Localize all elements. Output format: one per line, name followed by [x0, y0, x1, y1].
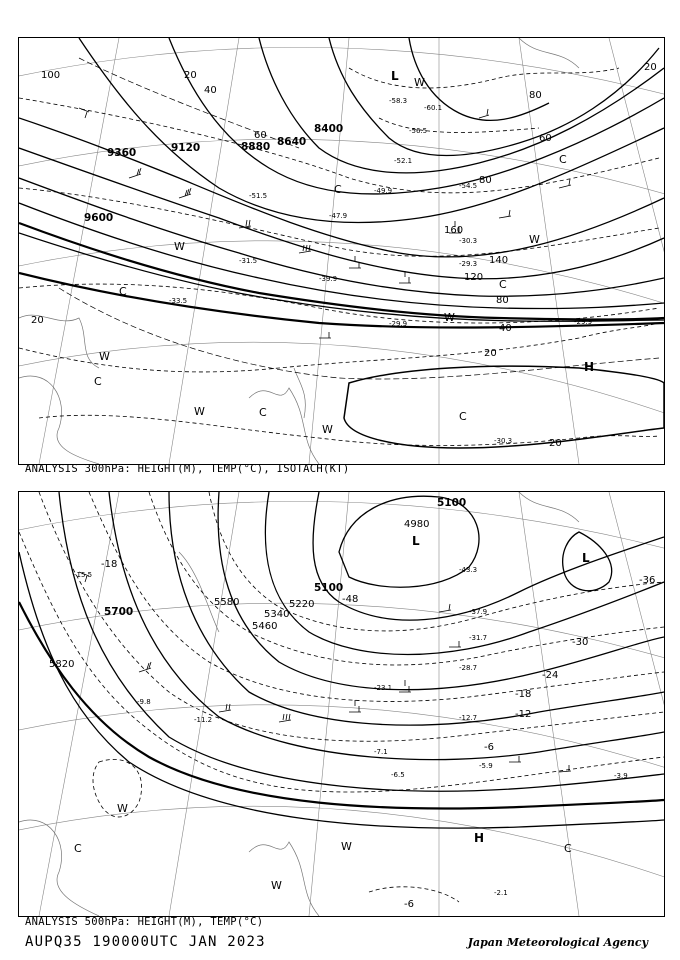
station-value: -12.7	[459, 714, 478, 722]
temp-label: -30.3	[459, 237, 478, 245]
temp-label: -30	[572, 637, 589, 648]
warm-mark: W	[174, 240, 185, 253]
temp-label: -58.3	[389, 97, 408, 105]
station-value: -5.9	[479, 762, 493, 770]
station-value: -7.1	[374, 748, 388, 756]
temp-label: -6	[484, 742, 494, 753]
temp-label: -51.5	[249, 192, 268, 200]
high-pressure-contour	[344, 366, 664, 448]
agency-name: Japan Meteorological Agency	[467, 936, 648, 949]
station-value: -31.7	[469, 634, 488, 642]
caption-500hpa: ANALYSIS 500hPa: HEIGHT(M), TEMP(°C)	[25, 916, 264, 928]
warm-mark: W	[341, 840, 352, 853]
high-center-symbol: H	[474, 831, 485, 845]
isotach-label: 160	[444, 225, 464, 236]
height-label-9360: 9360	[107, 147, 137, 159]
temp-label: -29.9	[389, 320, 408, 328]
isotach-label: 140	[489, 255, 509, 266]
height-label-5340: 5340	[264, 609, 290, 620]
temp-label: -18	[101, 559, 118, 570]
warm-mark: W	[99, 350, 110, 363]
temp-label: -49.9	[374, 187, 393, 195]
isotachs	[59, 58, 659, 379]
height-label-5580: 5580	[214, 597, 240, 608]
isotach-label: 120	[464, 272, 484, 283]
warm-mark: W	[194, 405, 205, 418]
cold-mark: C	[334, 183, 342, 196]
temp-label: -12	[515, 709, 532, 720]
cold-mark: C	[499, 278, 507, 291]
warm-mark: W	[322, 423, 333, 436]
graticule	[19, 38, 664, 464]
temp-label: -36	[639, 575, 656, 586]
isotach-label: 80	[529, 90, 542, 101]
isotach-label: 20	[184, 70, 197, 81]
height-label-8640: 8640	[277, 136, 307, 148]
cold-mark: C	[94, 375, 102, 388]
warm-mark: W	[414, 76, 425, 89]
warm-mark: W	[529, 233, 540, 246]
station-value: -28.7	[459, 664, 478, 672]
cold-mark: C	[564, 842, 572, 855]
temp-label: -33.5	[169, 297, 188, 305]
height-label-9120: 9120	[171, 142, 201, 154]
temp-label: -60.1	[424, 104, 443, 112]
high-center-symbol: H	[584, 360, 595, 374]
temp-label: -6	[404, 899, 414, 910]
isotach-label: 80	[479, 175, 492, 186]
chart-500hpa	[18, 491, 665, 917]
warm-mark: W	[271, 879, 282, 892]
height-label-8880: 8880	[241, 141, 271, 153]
isotach-label: 20	[549, 438, 562, 449]
temp-label: -52.1	[394, 157, 413, 165]
height-label-5460: 5460	[252, 621, 278, 632]
height-label-9600: 9600	[84, 212, 114, 224]
chart-code-and-time: AUPQ35 190000UTC JAN 2023	[25, 934, 266, 950]
temp-label: -24	[542, 670, 559, 681]
station-value: -2.1	[494, 889, 508, 897]
temp-label: -56.5	[409, 127, 428, 135]
temp-label: -18	[515, 689, 532, 700]
cold-mark: C	[459, 410, 467, 423]
cold-mark: C	[259, 406, 267, 419]
height-label-4980: 4980	[404, 519, 430, 530]
height-label-5820: 5820	[49, 659, 75, 670]
isotach-label: 60	[254, 130, 267, 141]
temp-label: -48	[342, 594, 359, 605]
temp-label: -47.9	[329, 212, 348, 220]
map-500hpa	[19, 492, 664, 916]
low-center-symbol: L	[582, 551, 590, 565]
station-value: -3.9	[614, 772, 628, 780]
isotach-label: 60	[539, 133, 552, 144]
temp-label: -31.5	[239, 257, 258, 265]
temp-label: -29.3	[459, 260, 478, 268]
isotach-label: 20	[484, 348, 497, 359]
height-label-5220: 5220	[289, 599, 315, 610]
low-center-symbol: L	[391, 69, 399, 83]
coastlines	[19, 492, 579, 916]
height-contour-thick	[19, 602, 664, 809]
caption-300hpa: ANALYSIS 300hPa: HEIGHT(M), TEMP(°C), ISOTACH(KT)	[25, 463, 350, 475]
cold-mark: C	[559, 153, 567, 166]
cold-mark: C	[119, 285, 127, 298]
temp-label: -30.3	[494, 437, 513, 445]
height-label-5700: 5700	[104, 606, 134, 618]
warm-mark: W	[117, 802, 128, 815]
temp-label: -29.9	[574, 318, 593, 326]
coastlines	[19, 38, 579, 464]
height-label-8400: 8400	[314, 123, 344, 135]
isotach-label: 20	[31, 315, 44, 326]
station-value: -6.5	[391, 771, 405, 779]
height-label-5100b: 5100	[314, 582, 344, 594]
height-contours	[19, 492, 664, 828]
isotach-label: 100	[41, 70, 61, 81]
cold-mark: C	[74, 842, 82, 855]
isotach-label: 20	[644, 62, 657, 73]
isotach-label: 40	[499, 323, 512, 334]
warm-mark: W	[444, 311, 455, 324]
station-value: -9.8	[137, 698, 151, 706]
station-value: -23.1	[374, 684, 393, 692]
chart-300hpa	[18, 37, 665, 465]
low-center-symbol: L	[412, 534, 420, 548]
station-value: -11.2	[194, 716, 213, 724]
isotach-label: 40	[204, 85, 217, 96]
temp-label: -39.9	[319, 275, 338, 283]
isotach-label: 80	[496, 295, 509, 306]
station-value: -37.9	[469, 608, 488, 616]
temp-label: -54.5	[459, 182, 478, 190]
station-value: -15.5	[74, 571, 93, 579]
height-label-5100: 5100	[437, 497, 467, 509]
map-300hpa	[19, 38, 664, 464]
station-value: -43.3	[459, 566, 478, 574]
